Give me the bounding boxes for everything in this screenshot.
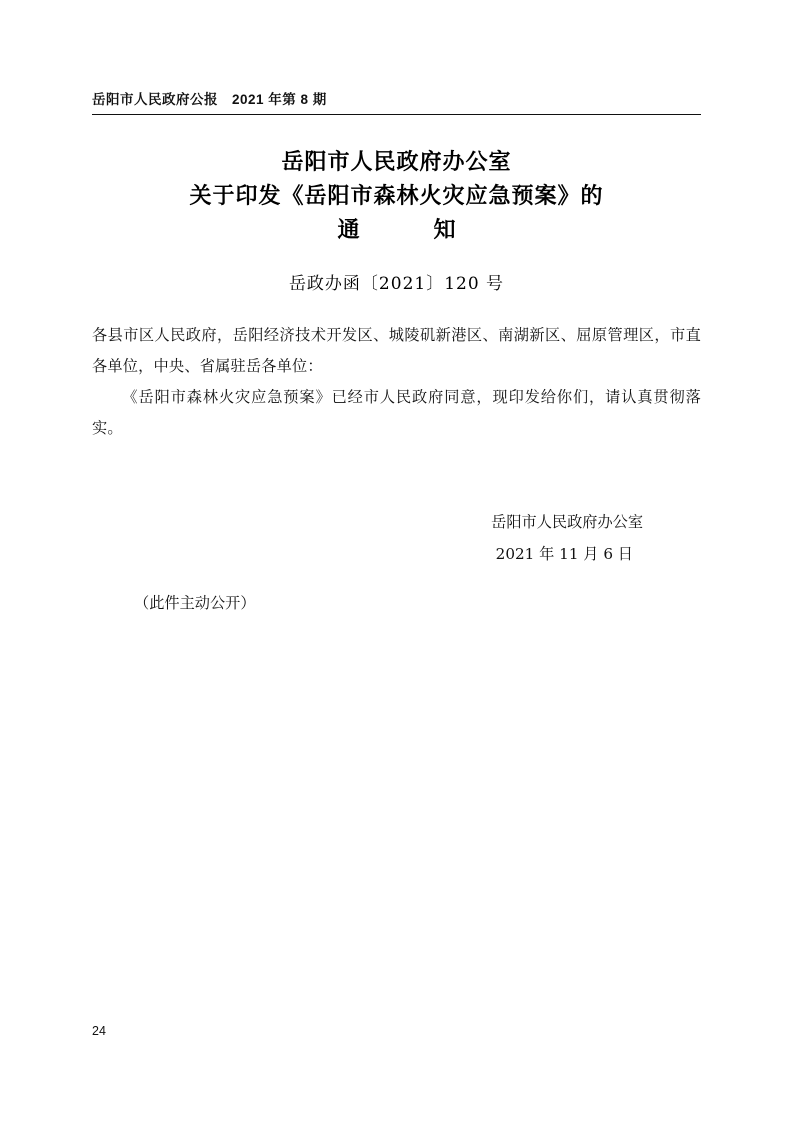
body-recipients: 各县市区人民政府，岳阳经济技术开发区、城陵矶新港区、南湖新区、屈原管理区，市直各单位，中央、省属驻岳各单位： [92, 326, 701, 375]
document-title-line-1: 岳阳市人民政府办公室 [281, 149, 512, 175]
page-number: 24 [92, 1024, 106, 1038]
signature-issuer: 岳阳市人民政府办公室 [491, 513, 643, 531]
body-paragraph-1: 《岳阳市森林火灾应急预案》已经市人民政府同意，现印发给你们，请认真贯彻落实。 [92, 388, 701, 437]
document-title-line-2: 关于印发《岳阳市森林火灾应急预案》的 [189, 183, 604, 209]
document-title-block [92, 145, 701, 247]
document-title-line-3: 通 知 [337, 217, 466, 243]
running-header-title: 岳阳市人民政府公报 2021 年第 8 期 [92, 92, 327, 107]
document-body [92, 320, 701, 444]
header-divider [92, 114, 701, 115]
document-number: 岳政办函〔2021〕120 号 [288, 274, 505, 294]
signature-date: 2021 年 11 月 6 日 [495, 545, 633, 563]
public-disclosure-note: （此件主动公开） [134, 594, 256, 612]
running-header [92, 0, 701, 115]
signature-block [92, 506, 701, 570]
